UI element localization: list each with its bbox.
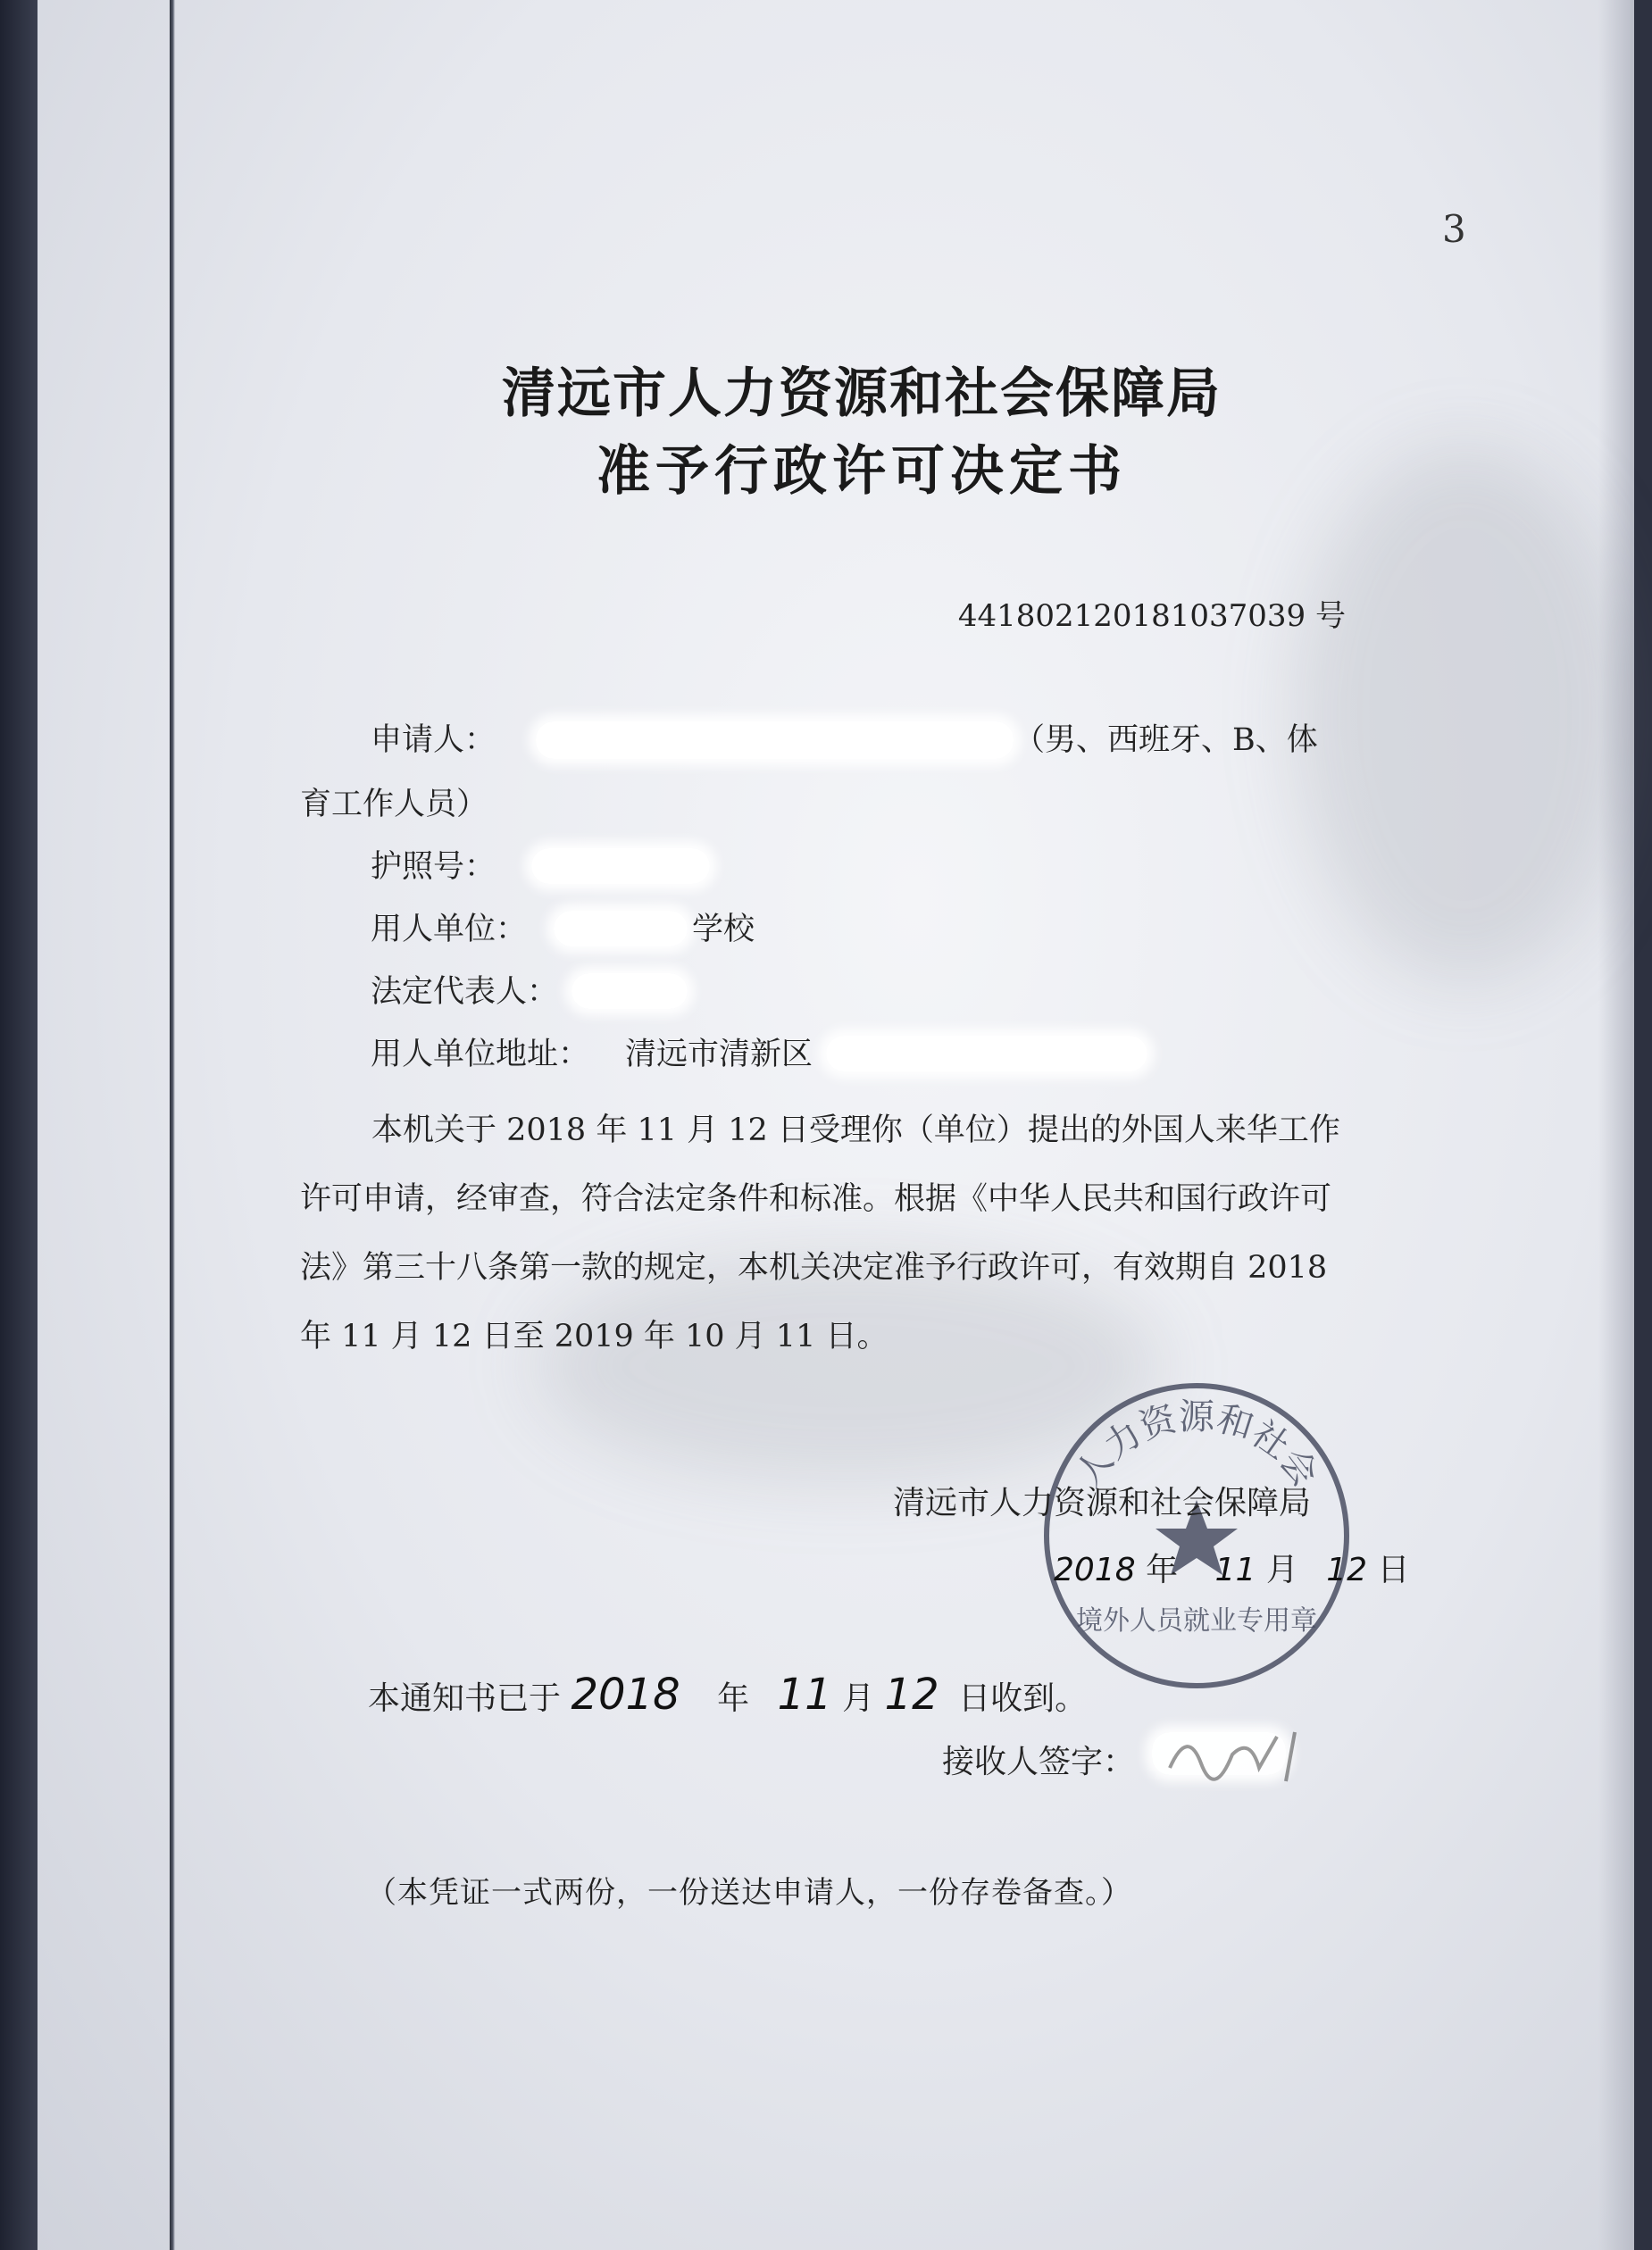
employer-value: 学校	[692, 912, 755, 947]
applicant-label: 申请人：	[371, 722, 496, 758]
footer-note: （本凭证一式两份，一份送达申请人，一份存卷备查。）	[366, 1875, 1132, 1911]
seal-bottom-text: 境外人员就业专用章	[1076, 1605, 1317, 1637]
receipt-prefix: 本通知书已于	[368, 1680, 562, 1717]
receipt-month: 11	[777, 1670, 832, 1720]
receipt-month-label: 月	[842, 1680, 875, 1717]
issue-month: 11	[1214, 1552, 1256, 1588]
employer-label: 用人单位：	[371, 912, 528, 947]
document-subtitle: 准予行政许可决定书	[597, 440, 1127, 503]
receipt-suffix: 日收到。	[958, 1680, 1088, 1717]
day-label: 日	[1377, 1552, 1410, 1588]
paper-shadow	[1598, 0, 1634, 2250]
applicant-detail: （男、西班牙、B、体	[1014, 722, 1318, 758]
document-number: 441802120181037039 号	[957, 598, 1346, 634]
page-edge	[0, 0, 38, 2250]
page-number: 3	[1442, 207, 1466, 251]
body-paragraph	[300, 1096, 1349, 1371]
passport-label: 护照号：	[371, 849, 496, 885]
official-seal	[1036, 1375, 1357, 1696]
body-text: 本机关于 2018 年 11 月 12 日受理你（单位）提出的外国人来华工作许可申请，经审查，符合法定条件和标准。根据《中华人民共和国行政许可法》第三十八条第一款的规定，本机关决定准予行政许可，有效期自 2018 年 11 月 12 日至 2019 年 10 月 11 日。	[300, 1112, 1340, 1354]
redaction	[531, 848, 710, 884]
redaction	[826, 1036, 1147, 1071]
applicant-detail-cont: 育工作人员）	[300, 787, 488, 822]
address-value: 清远市清新区	[625, 1037, 813, 1072]
redaction	[572, 973, 688, 1009]
legal-rep-label: 法定代表人：	[371, 974, 559, 1010]
signer-label: 接收人签字：	[942, 1744, 1136, 1780]
issue-year: 2018	[1054, 1552, 1136, 1588]
redaction	[554, 911, 688, 946]
redaction	[536, 721, 1014, 759]
receipt-day: 12	[884, 1670, 939, 1720]
document-title: 清远市人力资源和社会保障局	[502, 362, 1222, 425]
address-label: 用人单位地址：	[371, 1037, 590, 1072]
seal-top-text: 人力资源和社会	[1067, 1396, 1326, 1495]
receipt-line	[368, 1670, 1087, 1720]
year-label: 年	[1146, 1552, 1179, 1588]
receipt-year-label: 年	[717, 1680, 750, 1717]
month-label: 月	[1265, 1552, 1298, 1588]
signature	[1161, 1719, 1313, 1790]
fold-line	[170, 0, 175, 2250]
issue-day: 12	[1326, 1552, 1368, 1588]
light-shadow	[1295, 446, 1634, 982]
issuer-name: 清远市人力资源和社会保障局	[893, 1485, 1312, 1521]
receipt-year: 2018	[571, 1670, 680, 1720]
issue-date	[1054, 1545, 1410, 1590]
